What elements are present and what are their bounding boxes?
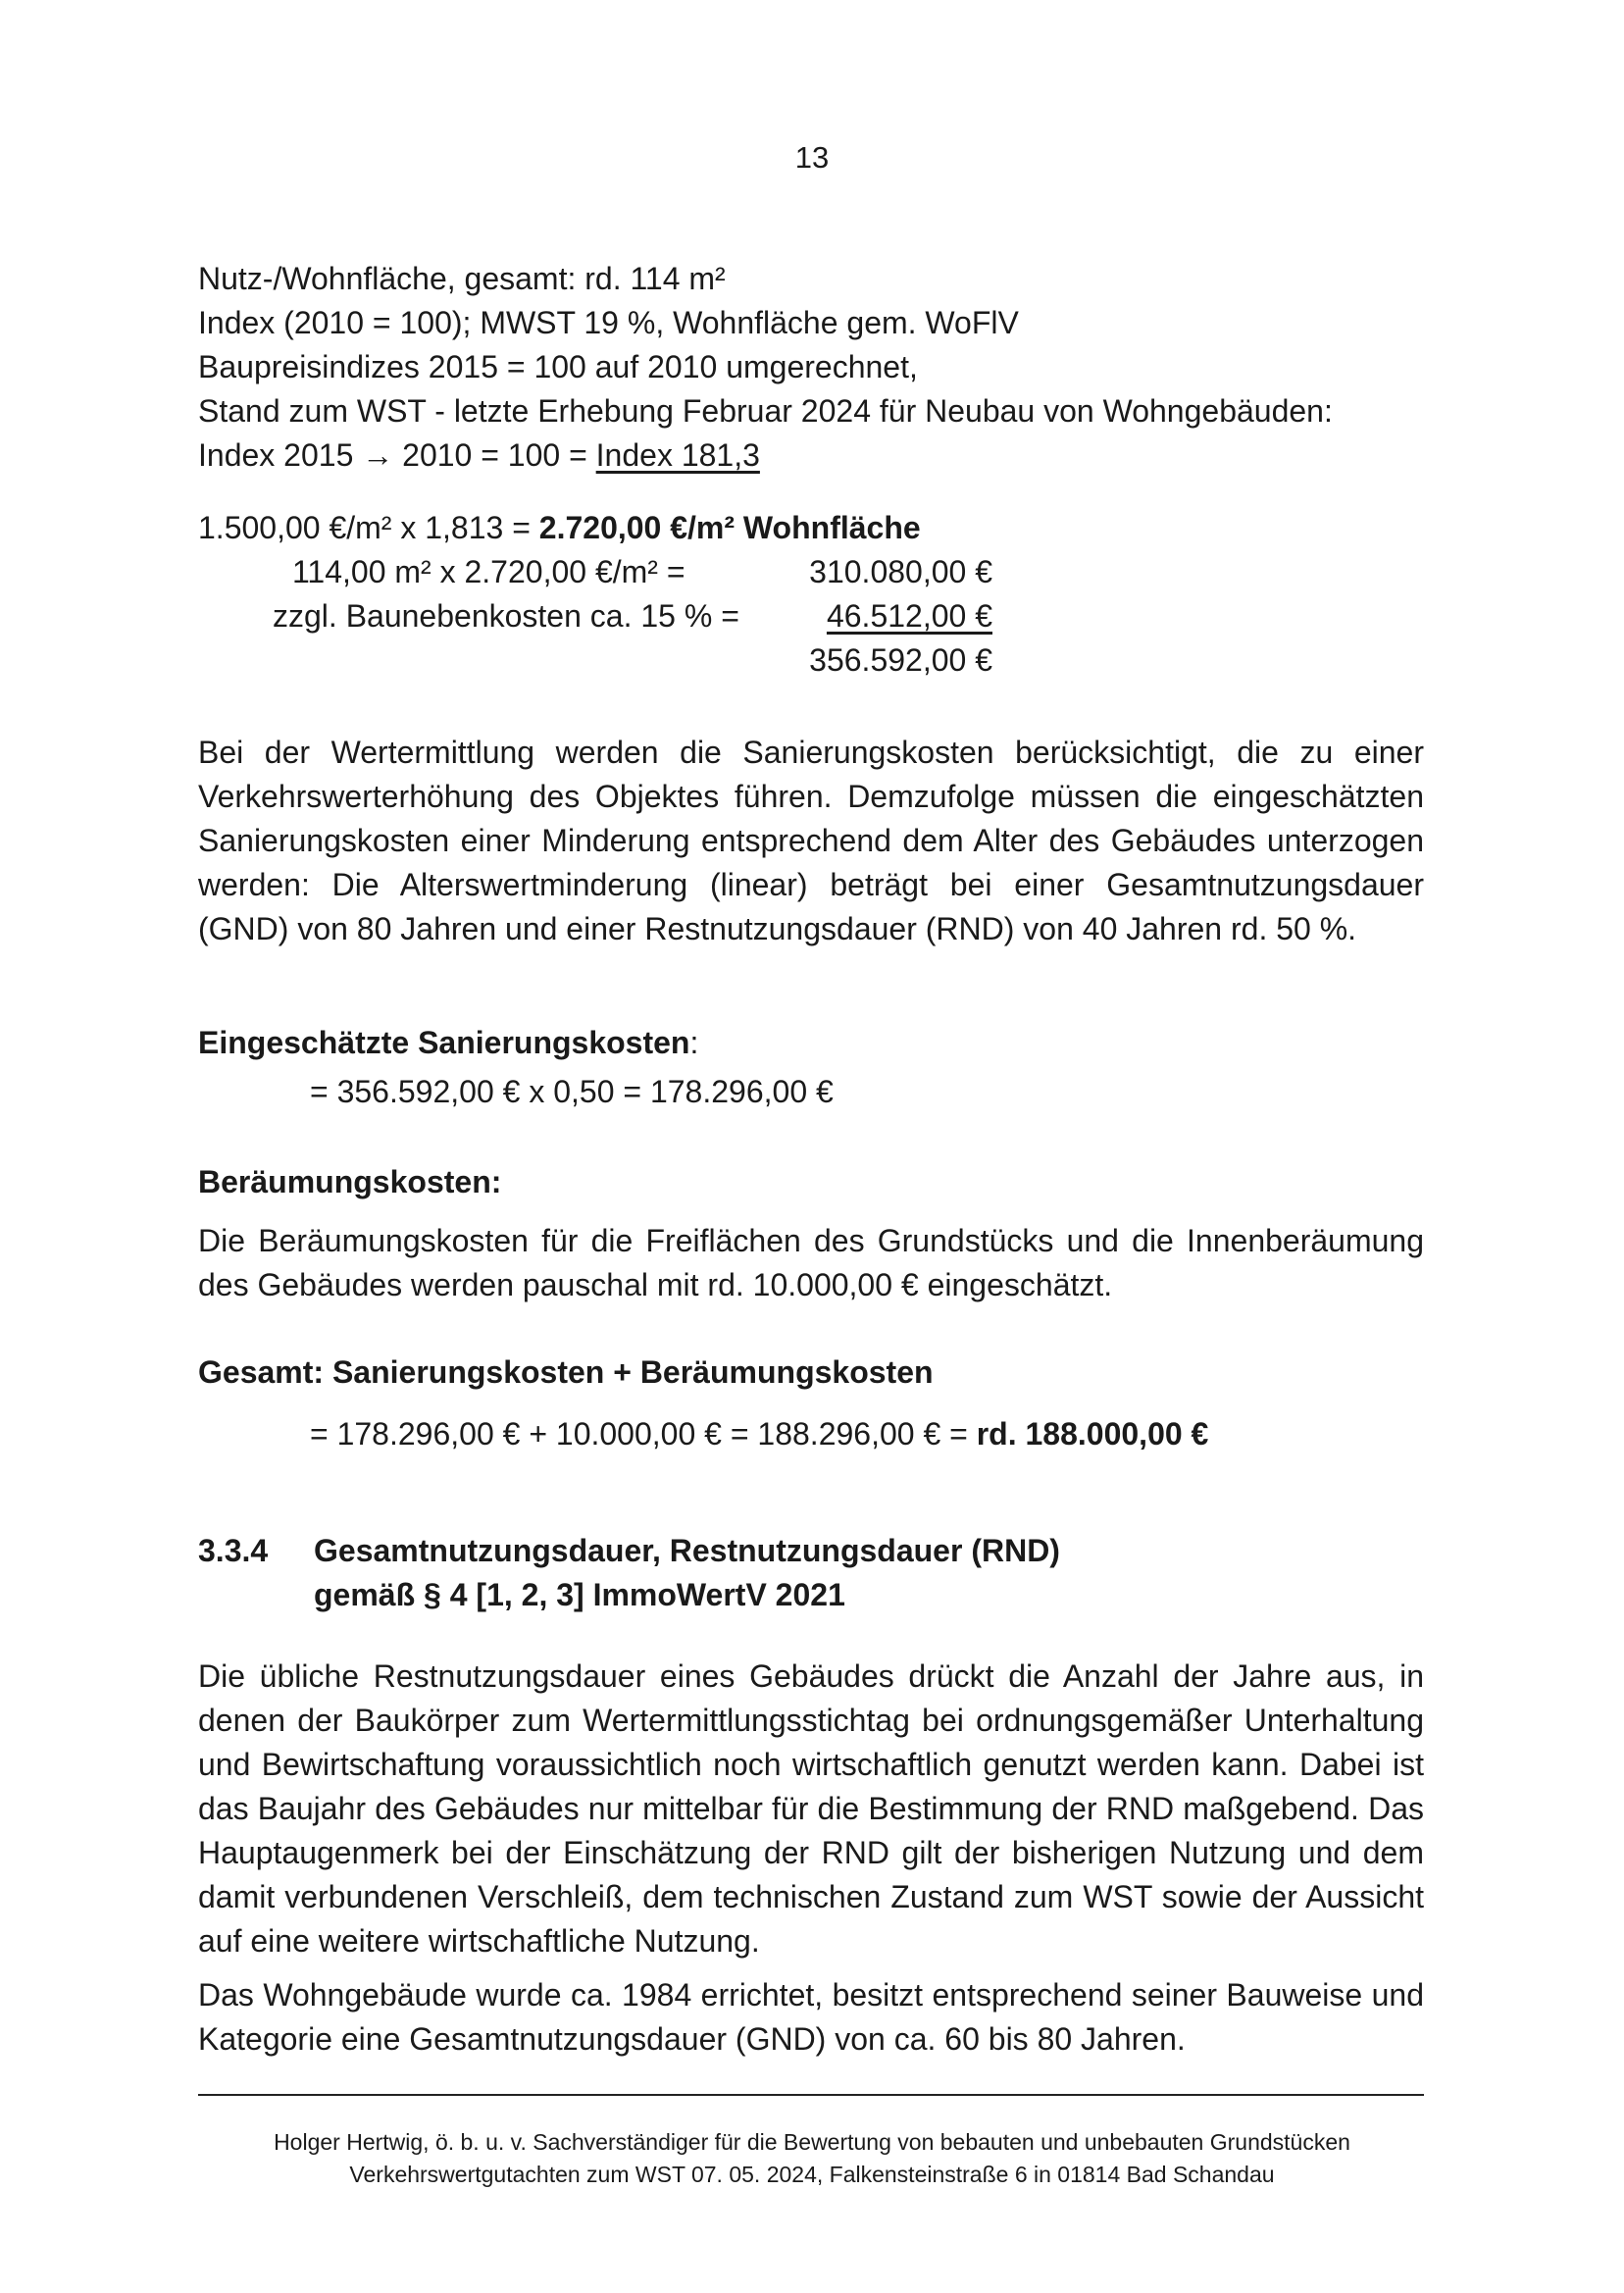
page-number: 13 (794, 140, 830, 175)
index-value: Index 181,3 (595, 437, 760, 473)
calc-row1-label: 114,00 m² x 2.720,00 €/m² = (292, 554, 685, 589)
intro-line: Nutz-/Wohnfläche, gesamt: rd. 114 m² (198, 261, 726, 296)
calc-prefix: 1.500,00 €/m² x 1,813 = (198, 510, 539, 545)
intro-line: Index (2010 = 100); MWST 19 %, Wohnfläche gem. WoFlV (198, 305, 1019, 340)
sanierung-heading (198, 1021, 1424, 1065)
gesamt-formula (310, 1412, 1208, 1456)
calc-row2-label: zzgl. Baunebenkosten ca. 15 % = (273, 598, 739, 634)
footer-line2: Verkehrswertgutachten zum WST 07. 05. 2024, Falkensteinstraße 6 in 01814 Bad Schandau (349, 2162, 1275, 2187)
calc-row1-value: 310.080,00 € (809, 554, 992, 589)
intro-block (198, 257, 1424, 478)
calc-total: 356.592,00 € (809, 642, 992, 678)
calc-row2-value (745, 594, 992, 638)
sanierung-formula: = 356.592,00 € x 0,50 = 178.296,00 € (310, 1074, 834, 1109)
gesamt-heading: Gesamt: Sanierungskosten + Beräumungskosten (198, 1354, 934, 1390)
sanierung-heading-suffix: : (689, 1025, 699, 1060)
intro-line: Baupreisindizes 2015 = 100 auf 2010 umgerechnet, (198, 349, 918, 384)
raeumung-text: Die Beräumungskosten für die Freiflächen des Grundstücks und die Innenberäumung des Gebäudes werden pauschal mit rd. 10.000,00 € eingeschätzt. (198, 1223, 1424, 1302)
index-line (198, 433, 1424, 478)
intro-line: Stand zum WST - letzte Erhebung Februar 2024 für Neubau von Wohngebäuden: (198, 393, 1333, 429)
sanierung-paragraph: Bei der Wertermittlung werden die Sanierungskosten berücksichtigt, die zu einer Verkehrswerterhöhung des Objektes führen. Demzufolge müssen die eingeschätzten Sanierungskosten einer Minderung entsprechend dem Alter des Gebäudes unterzogen werden: Die Alterswertminderung (linear) beträgt bei einer Gesamtnutzungsdauer (GND) von 80 Jahren und einer Restnutzungsdauer (RND) von 40 Jahren rd. 50 %. (198, 735, 1424, 946)
footer-divider (198, 2094, 1424, 2096)
gnd-paragraph: Das Wohngebäude wurde ca. 1984 errichtet, besitzt entsprechend seiner Bauweise und Kategorie eine Gesamtnutzungsdauer (GND) von ca. 60 bis 80 Jahren. (198, 1977, 1424, 2057)
footer-line1: Holger Hertwig, ö. b. u. v. Sachverständiger für die Bewertung von bebauten und unbebauten Grundstücken (274, 2129, 1350, 2155)
section-title-line1: Gesamtnutzungsdauer, Restnutzungsdauer (RND) (314, 1533, 1060, 1568)
calc-row2-value-text: 46.512,00 € (826, 598, 992, 634)
rnd-paragraph: Die übliche Restnutzungsdauer eines Gebäudes drückt die Anzahl der Jahre aus, in denen der Baukörper zum Wertermittlungsstichtag bei ordnungsgemäßer Unterhaltung und Bewirtschaftung voraussichtlich noch wirtschaftlich genutzt werden kann. Dabei ist das Baujahr des Gebäudes nur mittelbar für die Bestimmung der RND maßgebend. Das Hauptaugenmerk bei der Einschätzung der RND gilt der bisherigen Nutzung und dem damit verbundenen Verschleiß, dem technischen Zustand zum WST sowie der Aussicht auf eine weitere wirtschaftliche Nutzung. (198, 1658, 1424, 1959)
calc-result: 2.720,00 €/m² Wohnfläche (538, 510, 921, 545)
sanierung-heading-text: Eingeschätzte Sanierungskosten (198, 1025, 690, 1060)
raeumung-heading: Beräumungskosten: (198, 1164, 502, 1199)
section-number: 3.3.4 (198, 1533, 269, 1568)
index-prefix: Index 2015 → 2010 = 100 = (198, 437, 596, 473)
gesamt-formula-prefix: = 178.296,00 € + 10.000,00 € = 188.296,00 € = (310, 1416, 977, 1452)
section-title-line2: gemäß § 4 [1, 2, 3] ImmoWertV 2021 (314, 1577, 845, 1612)
gesamt-formula-result: rd. 188.000,00 € (976, 1416, 1209, 1452)
calc-line (198, 506, 921, 550)
